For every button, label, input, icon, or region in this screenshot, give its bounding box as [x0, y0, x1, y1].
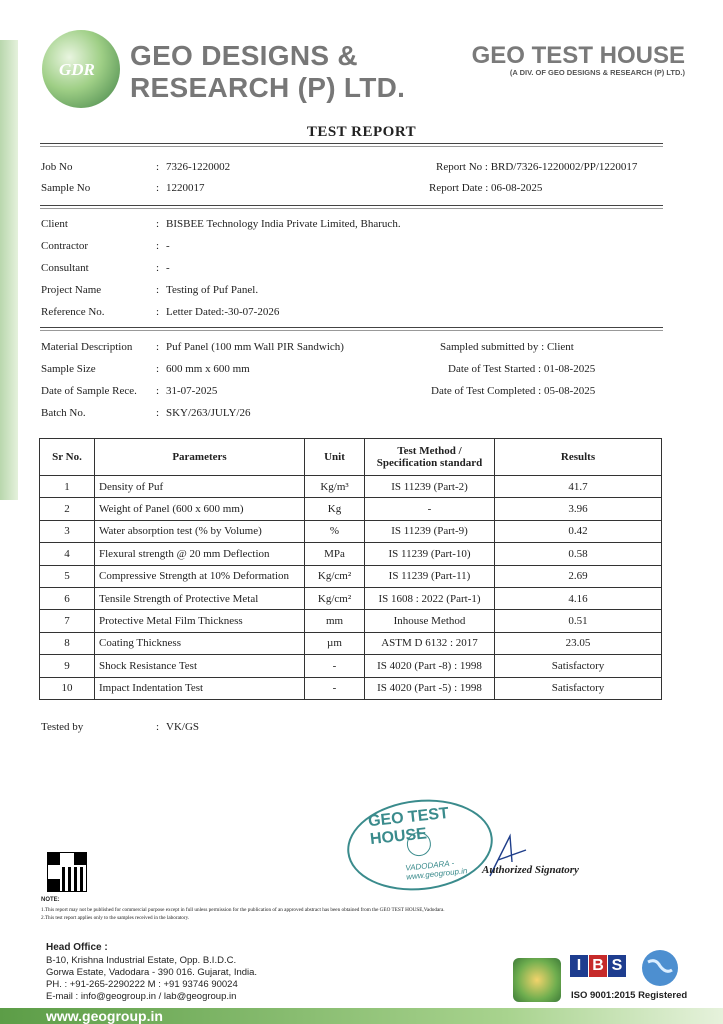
- cell-method: ASTM D 6132 : 2017: [365, 632, 495, 654]
- stamp-footer: VADODARA - www.geogroup.in: [404, 858, 468, 882]
- cell-method: IS 11239 (Part-9): [365, 520, 495, 542]
- consultant-label: Consultant: [41, 262, 89, 274]
- cell-unit: -: [305, 677, 365, 699]
- table-row: [40, 632, 662, 654]
- header-parameters: Parameters: [95, 439, 305, 476]
- iso-registered: ISO 9001:2015 Registered: [571, 990, 688, 1001]
- brand-name: GEO TEST HOUSE: [471, 42, 685, 69]
- sample-no-value: 1220017: [166, 182, 205, 194]
- tested-by-value: VK/GS: [166, 721, 200, 733]
- test-started: Date of Test Started : 01-08-2025: [448, 363, 596, 375]
- cell-parameter: Compressive Strength at 10% Deformation: [95, 565, 305, 587]
- table-header-row: [40, 439, 662, 476]
- divider: [40, 143, 663, 147]
- cell-unit: µm: [305, 632, 365, 654]
- cell-unit: mm: [305, 610, 365, 632]
- report-title: TEST REPORT: [306, 124, 417, 140]
- cell-unit: -: [305, 655, 365, 677]
- sampled-by: Sampled submitted by : Client: [440, 341, 574, 353]
- report-no: Report No : BRD/7326-1220002/PP/1220017: [436, 161, 638, 173]
- qr-code: [47, 852, 87, 892]
- cell-result: 0.51: [495, 610, 662, 632]
- cell-unit: Kg/cm²: [305, 587, 365, 609]
- cell-sr: 10: [40, 677, 95, 699]
- client-value: BISBEE Technology India Private Limited, Bharuch.: [166, 218, 401, 230]
- footer-band: [0, 1008, 723, 1024]
- head-office-title: Head Office :: [46, 942, 108, 953]
- cell-unit: %: [305, 520, 365, 542]
- cell-result: Satisfactory: [495, 655, 662, 677]
- tested-by-label: Tested by: [41, 721, 84, 733]
- ibs-logo: [570, 955, 627, 977]
- receipt-date-value: 31-07-2025: [166, 385, 218, 397]
- table-row: [40, 655, 662, 677]
- cell-method: IS 4020 (Part -8) : 1998: [365, 655, 495, 677]
- cell-method: IS 11239 (Part-10): [365, 543, 495, 565]
- certification-logo: [513, 958, 561, 1002]
- ibs-letter-b: B: [589, 955, 607, 977]
- header-sr: Sr No.: [40, 439, 95, 476]
- divider: [40, 205, 663, 209]
- cell-sr: 2: [40, 498, 95, 520]
- authorized-signatory: Authorized Signatory: [482, 864, 579, 876]
- header-unit: Unit: [305, 439, 365, 476]
- head-office-line1: B-10, Krishna Industrial Estate, Opp. B.I.D.C.: [46, 955, 237, 966]
- cell-parameter: Weight of Panel (600 x 600 mm): [95, 498, 305, 520]
- cell-parameter: Impact Indentation Test: [95, 677, 305, 699]
- table-row: [40, 543, 662, 565]
- website-link[interactable]: www.geogroup.in: [46, 1008, 163, 1024]
- head-office-line3: PH. : +91-265-2290222 M : +91 93746 90024: [46, 979, 238, 990]
- globe-icon: [640, 948, 680, 988]
- company-name-line2: RESEARCH (P) LTD.: [130, 72, 406, 103]
- cell-unit: Kg: [305, 498, 365, 520]
- results-table: [39, 438, 662, 700]
- cell-result: 23.05: [495, 632, 662, 654]
- cell-sr: 8: [40, 632, 95, 654]
- table-row: [40, 476, 662, 498]
- logo-text: GDR: [59, 60, 95, 79]
- cell-parameter: Flexural strength @ 20 mm Deflection: [95, 543, 305, 565]
- head-office-email: E-mail : info@geogroup.in / lab@geogroup.in: [46, 991, 237, 1002]
- cell-method: IS 11239 (Part-11): [365, 565, 495, 587]
- notes-title: NOTE:: [41, 897, 60, 903]
- test-completed: Date of Test Completed : 05-08-2025: [431, 385, 596, 397]
- cell-method: Inhouse Method: [365, 610, 495, 632]
- cell-result: 0.58: [495, 543, 662, 565]
- cell-sr: 6: [40, 587, 95, 609]
- divider: [40, 327, 663, 331]
- consultant-value: -: [166, 262, 170, 274]
- cell-method: -: [365, 498, 495, 520]
- cell-sr: 9: [40, 655, 95, 677]
- left-green-band: [0, 40, 18, 500]
- cell-parameter: Tensile Strength of Protective Metal: [95, 587, 305, 609]
- cell-unit: MPa: [305, 543, 365, 565]
- cell-result: 4.16: [495, 587, 662, 609]
- contractor-label: Contractor: [41, 240, 89, 252]
- cell-method: IS 1608 : 2022 (Part-1): [365, 587, 495, 609]
- table-row: [40, 498, 662, 520]
- reference-label: Reference No.: [41, 306, 105, 318]
- cell-result: 0.42: [495, 520, 662, 542]
- cell-sr: 7: [40, 610, 95, 632]
- cell-result: 41.7: [495, 476, 662, 498]
- cell-result: 3.96: [495, 498, 662, 520]
- cell-unit: Kg/cm²: [305, 565, 365, 587]
- header-method: Test Method / Specification standard: [365, 439, 495, 476]
- job-no-label: Job No: [41, 161, 73, 173]
- cell-parameter: Density of Puf: [95, 476, 305, 498]
- ibs-letter-s: S: [608, 955, 626, 977]
- sample-size-label: Sample Size: [41, 363, 96, 375]
- cell-parameter: Coating Thickness: [95, 632, 305, 654]
- cell-parameter: Water absorption test (% by Volume): [95, 520, 305, 542]
- stamp-title: GEO TEST HOUSE: [367, 804, 450, 849]
- cell-sr: 1: [40, 476, 95, 498]
- sample-no-label: Sample No: [41, 182, 91, 194]
- cell-sr: 3: [40, 520, 95, 542]
- note-1: 1.This report may not be published for commercial purpose except in full unless permission for the publication of an approved abstract has been obtained from the GEO TEST HOUSE,Vadodara.: [41, 907, 445, 913]
- project-label: Project Name: [41, 284, 102, 296]
- lab-stamp: [343, 793, 498, 898]
- job-no-value: 7326-1220002: [166, 161, 231, 173]
- cell-parameter: Shock Resistance Test: [95, 655, 305, 677]
- table-row: [40, 587, 662, 609]
- ibs-letter-i: I: [570, 955, 588, 977]
- header-results: Results: [495, 439, 662, 476]
- cell-method: IS 11239 (Part-2): [365, 476, 495, 498]
- cell-result: 2.69: [495, 565, 662, 587]
- cell-unit: Kg/m³: [305, 476, 365, 498]
- table-row: [40, 565, 662, 587]
- table-row: [40, 677, 662, 699]
- head-office-line2: Gorwa Estate, Vadodara - 390 016. Gujarat, India.: [46, 967, 258, 978]
- report-date: Report Date : 06-08-2025: [429, 182, 543, 194]
- material-value: Puf Panel (100 mm Wall PIR Sandwich): [166, 341, 344, 353]
- gdr-logo: [42, 30, 120, 108]
- table-row: [40, 610, 662, 632]
- material-label: Material Description: [41, 341, 133, 353]
- cell-parameter: Protective Metal Film Thickness: [95, 610, 305, 632]
- receipt-date-label: Date of Sample Rece.: [41, 385, 137, 397]
- batch-value: SKY/263/JULY/26: [166, 407, 251, 419]
- cell-method: IS 4020 (Part -5) : 1998: [365, 677, 495, 699]
- cell-result: Satisfactory: [495, 677, 662, 699]
- client-label: Client: [41, 218, 68, 230]
- reference-value: Letter Dated:-30-07-2026: [166, 306, 280, 318]
- company-name-line1: GEO DESIGNS &: [130, 40, 358, 71]
- note-2: 2.This test report applies only to the samples received in the laboratory.: [41, 915, 190, 921]
- table-row: [40, 520, 662, 542]
- project-value: Testing of Puf Panel.: [166, 284, 259, 296]
- cell-sr: 5: [40, 565, 95, 587]
- sample-size-value: 600 mm x 600 mm: [166, 363, 250, 375]
- batch-label: Batch No.: [41, 407, 86, 419]
- contractor-value: -: [166, 240, 170, 252]
- brand-subtitle: (A DIV. OF GEO DESIGNS & RESEARCH (P) LTD.): [509, 68, 685, 77]
- cell-sr: 4: [40, 543, 95, 565]
